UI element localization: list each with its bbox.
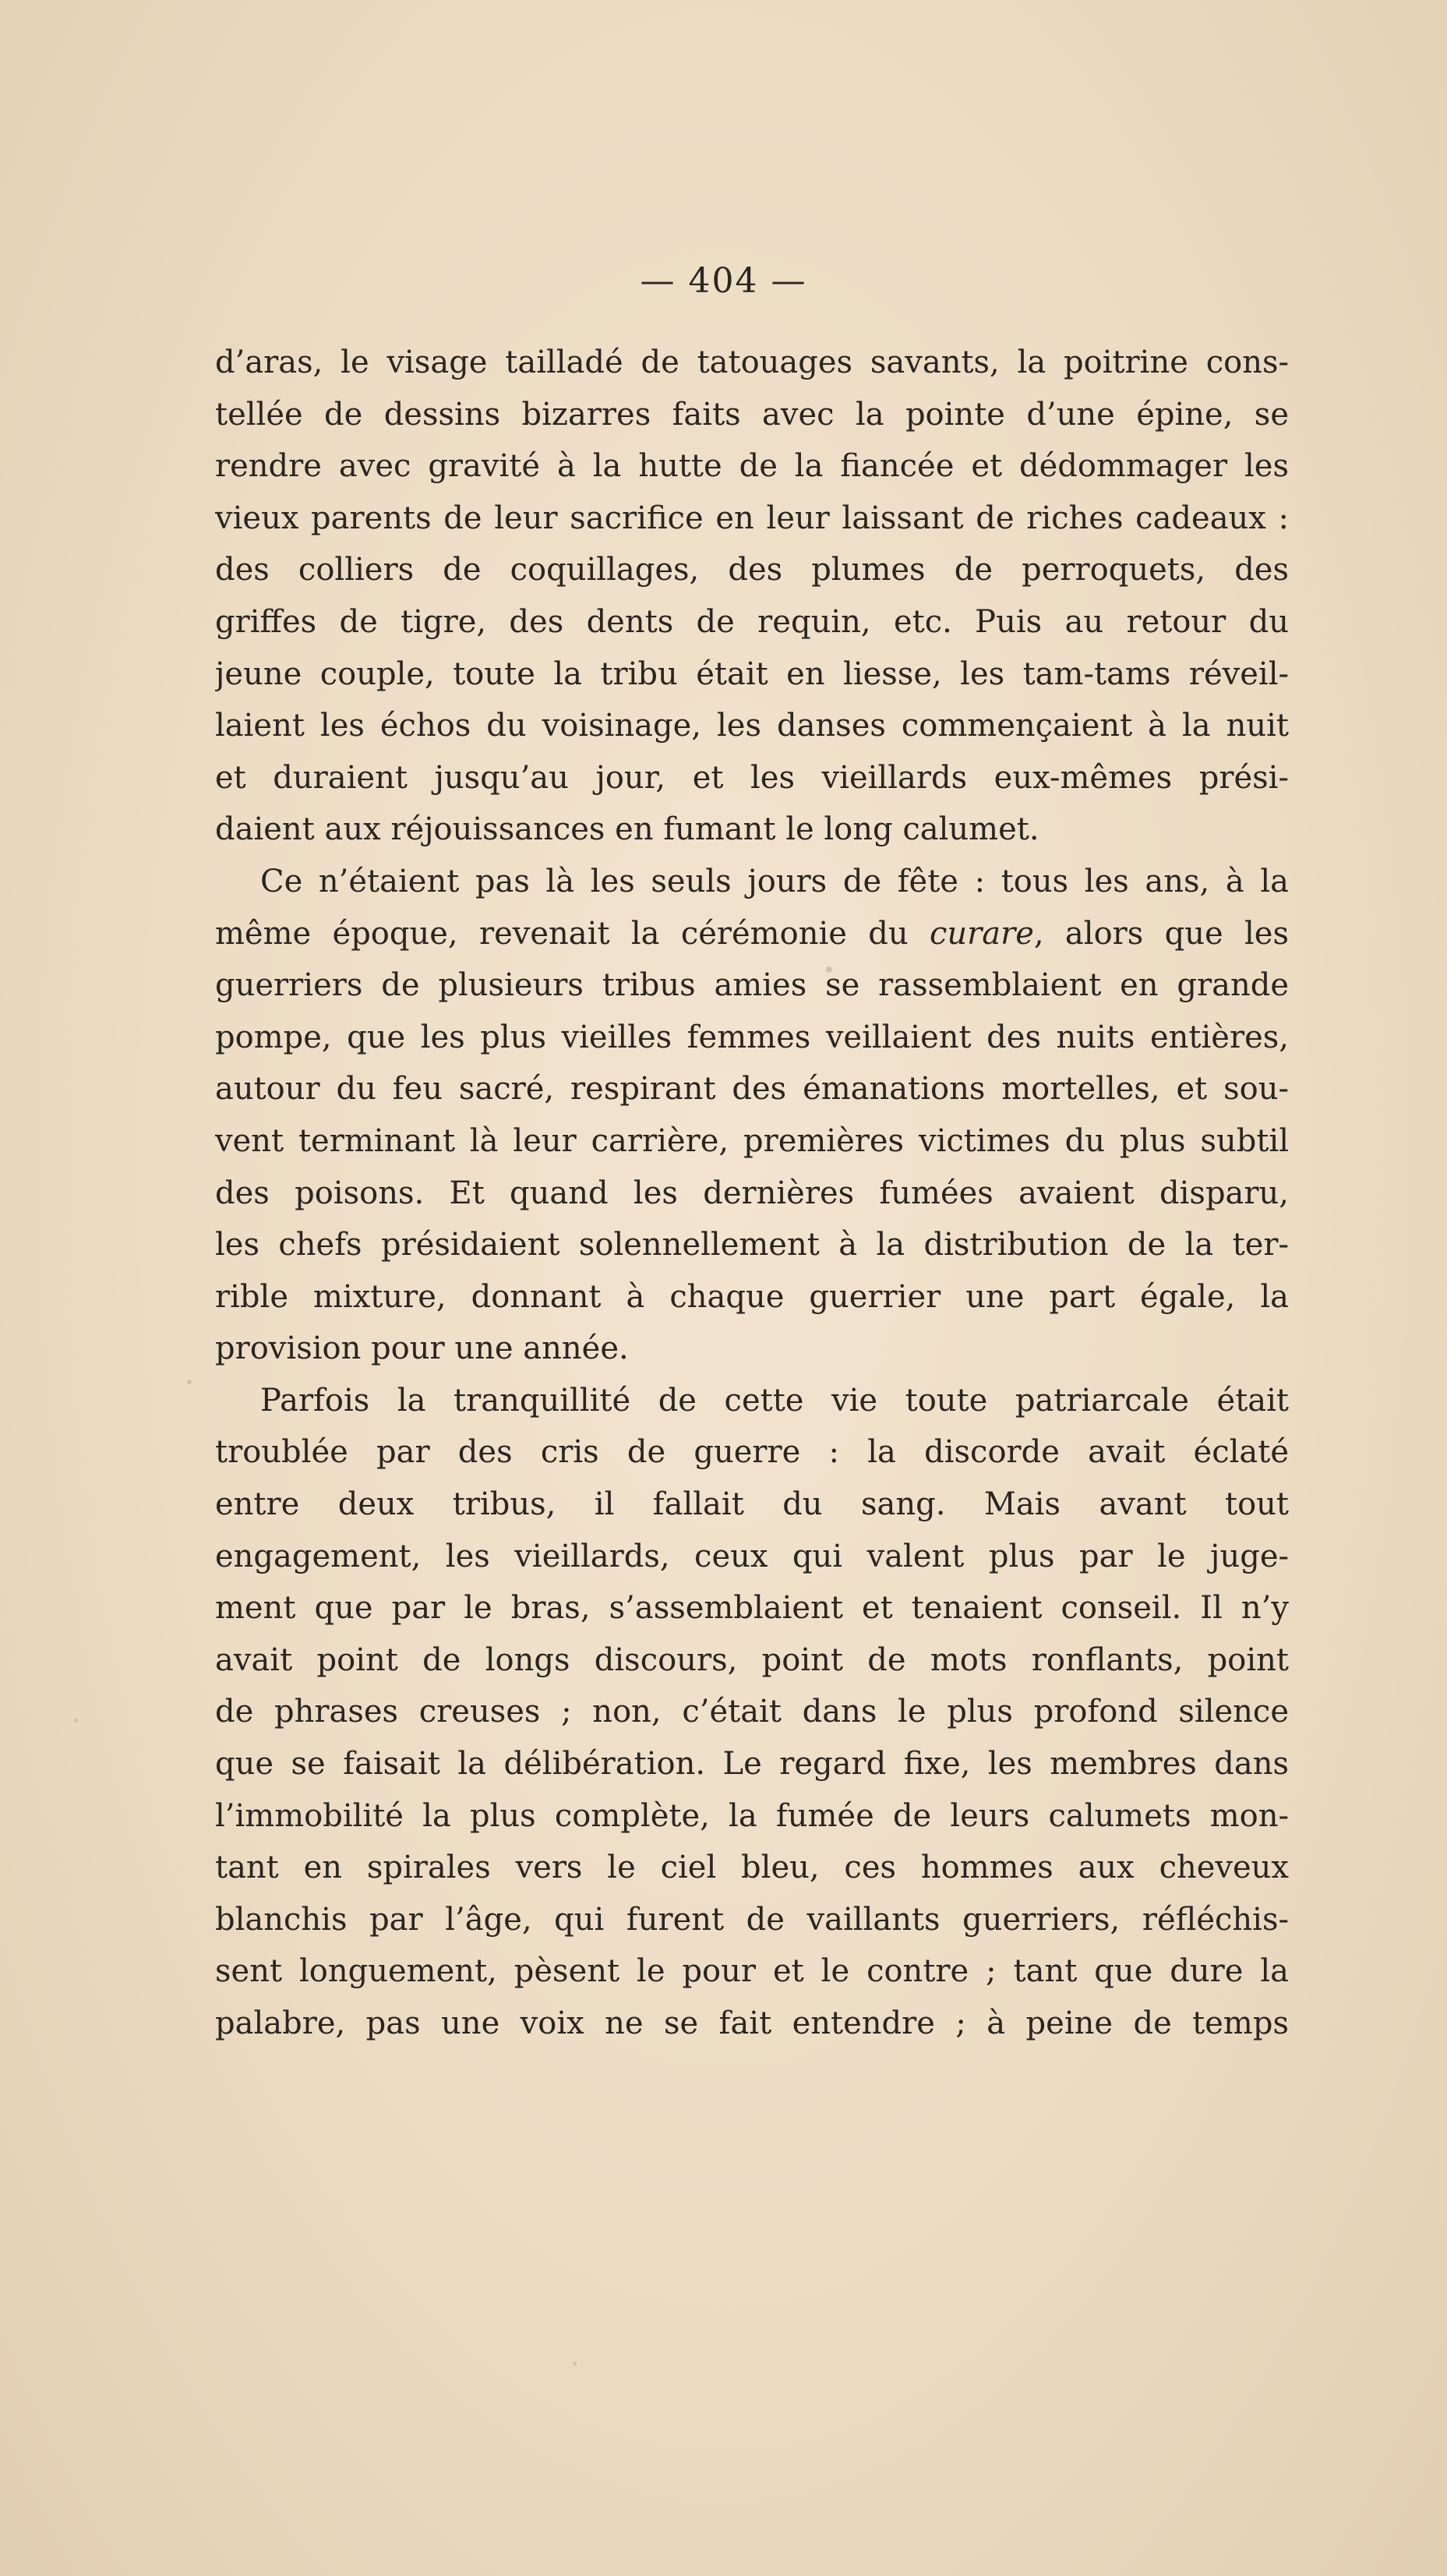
text-line: les chefs présidaient solennellement à la distribution de la ter-: [215, 1227, 1289, 1263]
text-line: rendre avec gravité à la hutte de la fiancée et dédommager les: [215, 448, 1289, 485]
text-line: d’aras, le visage tailladé de tatouages savants, la poitrine cons‑: [215, 345, 1289, 380]
text-line: rible mixture, donnant à chaque guerrier une part égale, la: [215, 1278, 1289, 1315]
paper-speck: [187, 1380, 192, 1384]
text-line: laient les échos du voisinage, les danses commençaient à la nuit: [215, 708, 1289, 744]
text-line: troublée par des cris de guerre : la discorde avait éclaté: [215, 1434, 1289, 1471]
text-line: ment que par le bras, s’assemblaient et tenaient conseil. Il n’y: [215, 1590, 1289, 1627]
text-line: vent terminant là leur carrière, premières victimes du plus subtil: [215, 1122, 1289, 1159]
text-line: Ce n’étaient pas là les seuls jours de fête : tous les ans, à la: [260, 863, 1289, 899]
page-number: — 404 —: [640, 261, 807, 301]
paper-speck: [573, 2362, 577, 2366]
text-line: tant en spirales vers le ciel bleu, ces hommes aux cheveux: [215, 1850, 1289, 1886]
text-line: et duraient jusqu’au jour, et les vieillards eux-mêmes prési-: [215, 759, 1289, 796]
text-line: guerriers de plusieurs tribus amies se rassemblaient en grande: [215, 967, 1289, 1004]
text-line: autour du feu sacré, respirant des émanations mortelles, et sou-: [215, 1071, 1289, 1108]
text-fragment: même époque, revenait la cérémonie du: [215, 915, 930, 952]
text-line: daient aux réjouissances en fumant le long calumet.: [215, 811, 1039, 848]
text-line: des poisons. Et quand les dernières fumées avaient disparu,: [215, 1175, 1289, 1211]
italic-word: curare: [929, 915, 1034, 952]
text-line: sent longuement, pèsent le pour et le contre ; tant que dure la: [215, 1953, 1289, 1990]
text-line: palabre, pas une voix ne se fait entendre ; à peine de temps: [215, 2005, 1289, 2041]
text-line: griffes de tigre, des dents de requin, etc. Puis au retour du: [215, 603, 1289, 640]
text-line: tellée de dessins bizarres faits avec la pointe d’une épine, se: [215, 396, 1289, 433]
text-line: blanchis par l’âge, qui furent de vaillants guerriers, réfléchis-: [215, 1901, 1289, 1938]
text-line: vieux parents de leur sacrifice en leur laissant de riches cadeaux :: [215, 500, 1289, 536]
text-line: [215, 908, 1289, 960]
text-line: jeune couple, toute la tribu était en liesse, les tam-tams réveil-: [215, 655, 1289, 692]
body-text: [215, 337, 1289, 2050]
text-line: avait point de longs discours, point de mots ronflants, point: [215, 1641, 1289, 1678]
text-line: provision pour une année.: [215, 1330, 629, 1367]
text-line: engagement, les vieillards, ceux qui valent plus par le juge-: [215, 1538, 1289, 1574]
paper-speck: [74, 1719, 78, 1723]
text-line: l’immobilité la plus complète, la fumée de leurs calumets mon-: [215, 1797, 1289, 1834]
text-line: de phrases creuses ; non, c’était dans le plus profond silence: [215, 1694, 1289, 1730]
text-fragment: , alors que les: [1033, 915, 1289, 952]
text-line: des colliers de coquillages, des plumes de perroquets, des: [215, 552, 1289, 588]
text-line: pompe, que les plus vieilles femmes veillaient des nuits entières,: [215, 1019, 1289, 1055]
text-line: que se faisait la délibération. Le regard fixe, les membres dans: [215, 1746, 1289, 1783]
text-line: Parfois la tranquillité de cette vie toute patriarcale était: [260, 1382, 1289, 1419]
text-line: entre deux tribus, il fallait du sang. Mais avant tout: [215, 1486, 1289, 1523]
